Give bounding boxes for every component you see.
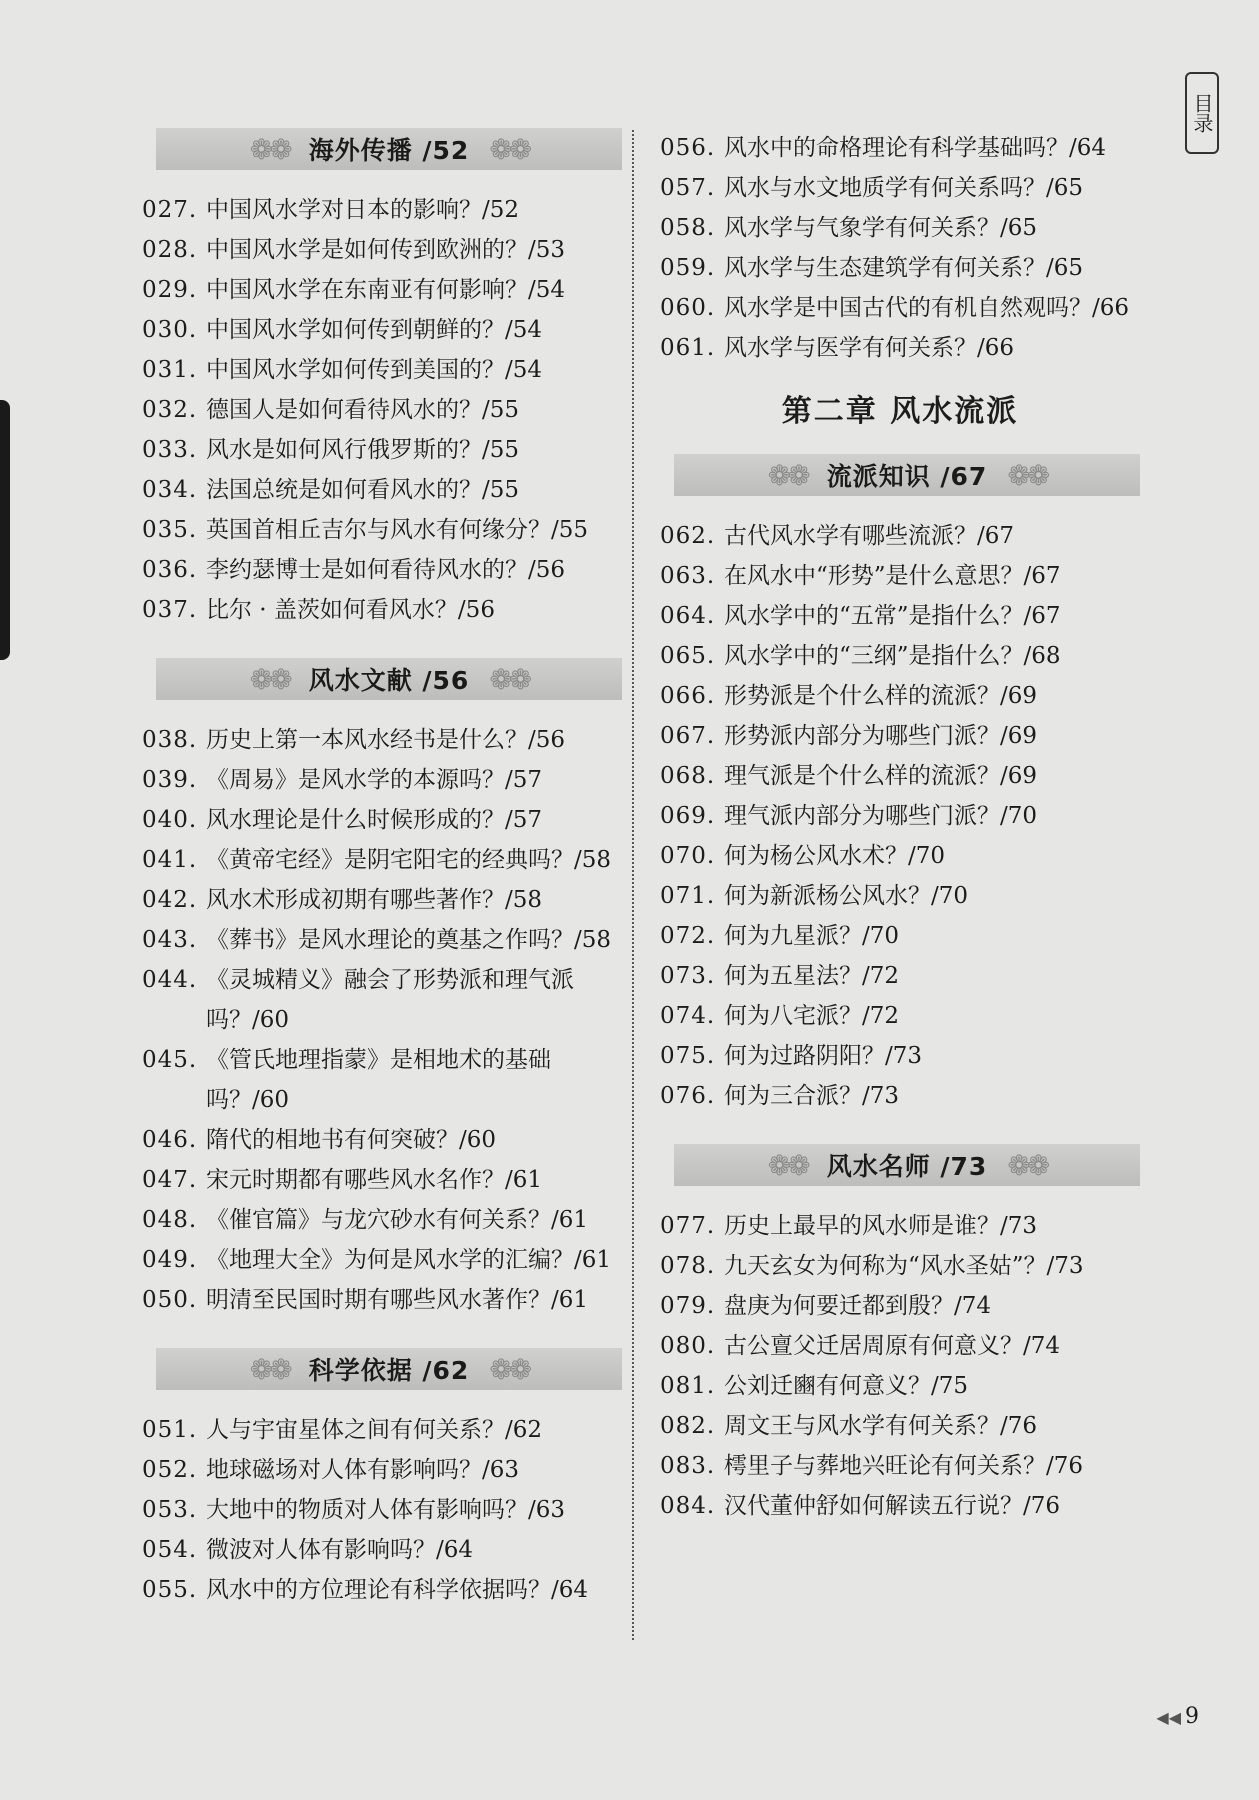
toc-entry-title: 地球磁场对人体有影响吗？/63 — [206, 1457, 520, 1483]
toc-entry-title: 《催官篇》与龙穴砂水有何关系？/61 — [206, 1207, 589, 1233]
toc-entry-number: 072. — [660, 923, 716, 949]
toc-entry — [660, 1366, 1140, 1406]
toc-entry-title: 大地中的物质对人体有影响吗？/63 — [206, 1497, 566, 1523]
toc-entry-title: 理气派内部分为哪些门派？/70 — [724, 803, 1038, 829]
section-gap — [142, 630, 632, 658]
toc-entry-number: 044. — [142, 967, 198, 993]
toc-entry-number: 058. — [660, 215, 716, 241]
toc-entry — [660, 836, 1140, 876]
page-number — [1156, 1704, 1199, 1729]
toc-entry — [142, 1410, 632, 1450]
toc-entry-number: 042. — [142, 887, 198, 913]
toc-entry — [142, 270, 632, 310]
cloud-ornament-icon: ❁❁ — [1007, 458, 1047, 492]
toc-entry — [660, 676, 1140, 716]
toc-entry-title: 风水学与气象学有何关系？/65 — [724, 215, 1038, 241]
toc-entry — [142, 230, 632, 270]
toc-entry — [660, 1446, 1140, 1486]
toc-entry — [660, 128, 1140, 168]
section-title: 科学依据 /62 — [308, 1356, 470, 1385]
toc-entry — [142, 1120, 632, 1160]
section-title: 海外传播 /52 — [308, 136, 470, 165]
toc-entry — [142, 350, 632, 390]
page-arrow-icon: ◀◀ — [1156, 1708, 1181, 1727]
section-gap — [660, 1116, 1140, 1144]
toc-entry-title: 风水学与生态建筑学有何关系？/65 — [724, 255, 1084, 281]
toc-entry-title: 公刘迁豳有何意义？/75 — [724, 1373, 969, 1399]
toc-entry-number: 033. — [142, 437, 198, 463]
toc-entry-title: 风水理论是什么时候形成的？/57 — [206, 807, 543, 833]
cloud-ornament-icon: ❁❁ — [249, 1352, 289, 1386]
toc-entry-number: 031. — [142, 357, 198, 383]
cloud-ornament-icon: ❁❁ — [249, 132, 289, 166]
cloud-ornament-icon: ❁❁ — [249, 662, 289, 696]
toc-entry-number: 027. — [142, 197, 198, 223]
cloud-ornament-icon: ❁❁ — [1007, 1148, 1047, 1182]
toc-entry-number: 076. — [660, 1083, 716, 1109]
toc-entry-number: 084. — [660, 1493, 716, 1519]
toc-entry-title: 风水术形成初期有哪些著作？/58 — [206, 887, 543, 913]
toc-entry-number: 062. — [660, 523, 716, 549]
toc-entry-number: 030. — [142, 317, 198, 343]
toc-entry-title: 人与宇宙星体之间有何关系？/62 — [206, 1417, 543, 1443]
section-gap — [142, 1320, 632, 1348]
toc-entry-number: 045. — [142, 1047, 198, 1073]
toc-entry — [142, 1280, 632, 1320]
toc-entry-number: 052. — [142, 1457, 198, 1483]
toc-entry — [142, 840, 632, 880]
toc-entry-number: 080. — [660, 1333, 716, 1359]
toc-entry-title: 风水是如何风行俄罗斯的？/55 — [206, 437, 520, 463]
toc-entry-number: 083. — [660, 1453, 716, 1479]
toc-entry — [142, 1450, 632, 1490]
toc-entry-title: 形势派是个什么样的流派？/69 — [724, 683, 1038, 709]
toc-entry-number: 048. — [142, 1207, 198, 1233]
toc-entry-title: 樗里子与葬地兴旺论有何关系？/76 — [724, 1453, 1084, 1479]
toc-entry-number: 049. — [142, 1247, 198, 1273]
toc-entry-title: 在风水中“形势”是什么意思？/67 — [724, 563, 1061, 589]
toc-entry — [142, 190, 632, 230]
toc-entry — [142, 800, 632, 840]
section-title: 流派知识 /67 — [826, 462, 988, 491]
toc-entry-title: 中国风水学如何传到美国的？/54 — [206, 357, 543, 383]
toc-entry-title: 比尔 · 盖茨如何看风水？/56 — [206, 597, 495, 623]
toc-entry-title: 中国风水学在东南亚有何影响？/54 — [206, 277, 566, 303]
toc-entry — [660, 1486, 1140, 1526]
toc-entry-title: 古代风水学有哪些流派？/67 — [724, 523, 1015, 549]
toc-entry-title: 《灵城精义》融会了形势派和理气派吗？/60 — [206, 967, 574, 1033]
toc-entry-number: 039. — [142, 767, 198, 793]
toc-entry-title: 《葬书》是风水理论的奠基之作吗？/58 — [206, 927, 612, 953]
toc-entry — [660, 1206, 1140, 1246]
toc-entry-number: 071. — [660, 883, 716, 909]
toc-entry-title: 风水与水文地质学有何关系吗？/65 — [724, 175, 1084, 201]
toc-entry-number: 075. — [660, 1043, 716, 1069]
toc-entry — [660, 1246, 1140, 1286]
toc-entry — [660, 996, 1140, 1036]
toc-entry-title: 何为九星派？/70 — [724, 923, 900, 949]
toc-entry-title: 风水学中的“五常”是指什么？/67 — [724, 603, 1061, 629]
toc-entry-number: 054. — [142, 1537, 198, 1563]
toc-entry — [142, 760, 632, 800]
toc-entry-number: 063. — [660, 563, 716, 589]
toc-entry-number: 059. — [660, 255, 716, 281]
toc-entry-number: 077. — [660, 1213, 716, 1239]
toc-entry-number: 079. — [660, 1293, 716, 1319]
toc-entry-title: 《地理大全》为何是风水学的汇编？/61 — [206, 1247, 612, 1273]
cloud-ornament-icon: ❁❁ — [767, 1148, 807, 1182]
toc-entry-title: 历史上最早的风水师是谁？/73 — [724, 1213, 1038, 1239]
toc-entry-title: 风水学与医学有何关系？/66 — [724, 335, 1015, 361]
toc-entry-title: 李约瑟博士是如何看待风水的？/56 — [206, 557, 566, 583]
column-divider — [632, 130, 634, 1640]
toc-entry-title: 周文王与风水学有何关系？/76 — [724, 1413, 1038, 1439]
toc-entry-title: 中国风水学是如何传到欧洲的？/53 — [206, 237, 566, 263]
toc-entry — [142, 1570, 632, 1610]
toc-entry — [142, 1040, 632, 1120]
toc-entry — [142, 1240, 632, 1280]
toc-entry — [142, 960, 632, 1040]
toc-entry-title: 历史上第一本风水经书是什么？/56 — [206, 727, 566, 753]
page-number-value: 9 — [1185, 1704, 1199, 1729]
toc-entry-title: 英国首相丘吉尔与风水有何缘分？/55 — [206, 517, 589, 543]
toc-entry-title: 隋代的相地书有何突破？/60 — [206, 1127, 497, 1153]
toc-entry-number: 060. — [660, 295, 716, 321]
toc-entry — [142, 720, 632, 760]
toc-entry — [142, 390, 632, 430]
right-column — [660, 128, 1140, 1526]
toc-entry — [660, 1036, 1140, 1076]
toc-entry-title: 宋元时期都有哪些风水名作？/61 — [206, 1167, 543, 1193]
toc-entry-title: 盘庚为何要迁都到殷？/74 — [724, 1293, 992, 1319]
toc-entry — [660, 1076, 1140, 1116]
toc-entry-number: 036. — [142, 557, 198, 583]
section-banner — [156, 1348, 622, 1390]
toc-entry-number: 032. — [142, 397, 198, 423]
toc-entry — [660, 1286, 1140, 1326]
toc-entry — [660, 248, 1140, 288]
toc-entry-number: 068. — [660, 763, 716, 789]
toc-entry-title: 中国风水学对日本的影响？/52 — [206, 197, 520, 223]
toc-entry-title: 何为新派杨公风水？/70 — [724, 883, 969, 909]
toc-entry-number: 034. — [142, 477, 198, 503]
toc-entry — [660, 328, 1140, 368]
toc-entry-number: 029. — [142, 277, 198, 303]
toc-entry-title: 风水中的方位理论有科学依据吗？/64 — [206, 1577, 589, 1603]
toc-entry — [660, 756, 1140, 796]
section-banner — [156, 658, 622, 700]
toc-entry — [142, 920, 632, 960]
toc-entry-number: 064. — [660, 603, 716, 629]
toc-entry-number: 070. — [660, 843, 716, 869]
toc-entry — [142, 880, 632, 920]
toc-entry-title: 中国风水学如何传到朝鲜的？/54 — [206, 317, 543, 343]
toc-entry-title: 理气派是个什么样的流派？/69 — [724, 763, 1038, 789]
toc-entry-number: 074. — [660, 1003, 716, 1029]
section-title: 风水文献 /56 — [308, 666, 470, 695]
chapter-title: 第二章 风水流派 — [781, 394, 1019, 429]
toc-entry-number: 053. — [142, 1497, 198, 1523]
left-column — [142, 128, 632, 1610]
toc-entry-number: 066. — [660, 683, 716, 709]
cloud-ornament-icon: ❁❁ — [767, 458, 807, 492]
scan-edge — [0, 400, 10, 660]
toc-entry-number: 067. — [660, 723, 716, 749]
toc-entry-title: 法国总统是如何看风水的？/55 — [206, 477, 520, 503]
toc-entry — [142, 310, 632, 350]
toc-entry-title: 风水中的命格理论有科学基础吗？/64 — [724, 135, 1107, 161]
toc-entry-title: 形势派内部分为哪些门派？/69 — [724, 723, 1038, 749]
toc-entry-number: 055. — [142, 1577, 198, 1603]
toc-entry-title: 《黄帝宅经》是阴宅阳宅的经典吗？/58 — [206, 847, 612, 873]
toc-entry — [142, 1490, 632, 1530]
toc-entry — [660, 876, 1140, 916]
toc-entry-number: 046. — [142, 1127, 198, 1153]
toc-entry-number: 082. — [660, 1413, 716, 1439]
toc-entry-title: 何为五星法？/72 — [724, 963, 900, 989]
toc-entry-number: 035. — [142, 517, 198, 543]
toc-entry — [660, 168, 1140, 208]
right-top-list — [660, 128, 1140, 368]
toc-entry-number: 065. — [660, 643, 716, 669]
toc-entry-title: 德国人是如何看待风水的？/55 — [206, 397, 520, 423]
toc-entry-number: 037. — [142, 597, 198, 623]
toc-entry-title: 汉代董仲舒如何解读五行说？/76 — [724, 1493, 1061, 1519]
toc-entry-number: 047. — [142, 1167, 198, 1193]
toc-entry-number: 040. — [142, 807, 198, 833]
toc-entry-title: 何为过路阴阳？/73 — [724, 1043, 923, 1069]
toc-entry-number: 073. — [660, 963, 716, 989]
section-title: 风水名师 /73 — [826, 1152, 988, 1181]
toc-entry-number: 081. — [660, 1373, 716, 1399]
toc-entry — [142, 550, 632, 590]
toc-entry-number: 041. — [142, 847, 198, 873]
right-sections — [660, 454, 1140, 1526]
toc-entry — [660, 556, 1140, 596]
toc-entry — [142, 470, 632, 510]
toc-entry-number: 078. — [660, 1253, 716, 1279]
toc-entry-number: 061. — [660, 335, 716, 361]
toc-entry — [660, 516, 1140, 556]
toc-entry-title: 何为杨公风水术？/70 — [724, 843, 946, 869]
toc-entry-number: 043. — [142, 927, 198, 953]
toc-entry — [142, 1200, 632, 1240]
toc-entry — [142, 430, 632, 470]
section-banner — [674, 454, 1140, 496]
toc-entry-number: 051. — [142, 1417, 198, 1443]
toc-entry-title: 何为三合派？/73 — [724, 1083, 900, 1109]
toc-entry-number: 050. — [142, 1287, 198, 1313]
cloud-ornament-icon: ❁❁ — [489, 1352, 529, 1386]
toc-entry — [660, 636, 1140, 676]
toc-entry — [660, 1406, 1140, 1446]
toc-entry-number: 028. — [142, 237, 198, 263]
toc-entry — [660, 716, 1140, 756]
toc-entry — [142, 1160, 632, 1200]
toc-entry — [142, 590, 632, 630]
side-tab — [1185, 72, 1219, 154]
toc-entry-title: 何为八宅派？/72 — [724, 1003, 900, 1029]
cloud-ornament-icon: ❁❁ — [489, 662, 529, 696]
toc-entry-title: 九天玄女为何称为“风水圣姑”？/73 — [724, 1253, 1084, 1279]
toc-entry — [660, 956, 1140, 996]
toc-entry-title: 《周易》是风水学的本源吗？/57 — [206, 767, 543, 793]
toc-entry-number: 057. — [660, 175, 716, 201]
cloud-ornament-icon: ❁❁ — [489, 132, 529, 166]
toc-entry — [660, 208, 1140, 248]
toc-entry — [660, 288, 1140, 328]
side-tab-label: 目录 — [1190, 93, 1214, 133]
toc-entry-title: 微波对人体有影响吗？/64 — [206, 1537, 474, 1563]
toc-entry — [660, 596, 1140, 636]
toc-entry — [660, 1326, 1140, 1366]
toc-entry — [660, 916, 1140, 956]
toc-entry-number: 038. — [142, 727, 198, 753]
toc-entry-title: 风水学是中国古代的有机自然观吗？/66 — [724, 295, 1130, 321]
section-banner — [674, 1144, 1140, 1186]
toc-entry-title: 明清至民国时期有哪些风水著作？/61 — [206, 1287, 589, 1313]
toc-entry-number: 056. — [660, 135, 716, 161]
toc-entry-title: 风水学中的“三纲”是指什么？/68 — [724, 643, 1061, 669]
toc-entry — [142, 510, 632, 550]
toc-entry — [142, 1530, 632, 1570]
toc-entry-title: 古公亶父迁居周原有何意义？/74 — [724, 1333, 1061, 1359]
section-banner — [156, 128, 622, 170]
toc-entry-title: 《管氏地理指蒙》是相地术的基础吗？/60 — [206, 1047, 551, 1113]
toc-entry — [660, 796, 1140, 836]
toc-entry-number: 069. — [660, 803, 716, 829]
